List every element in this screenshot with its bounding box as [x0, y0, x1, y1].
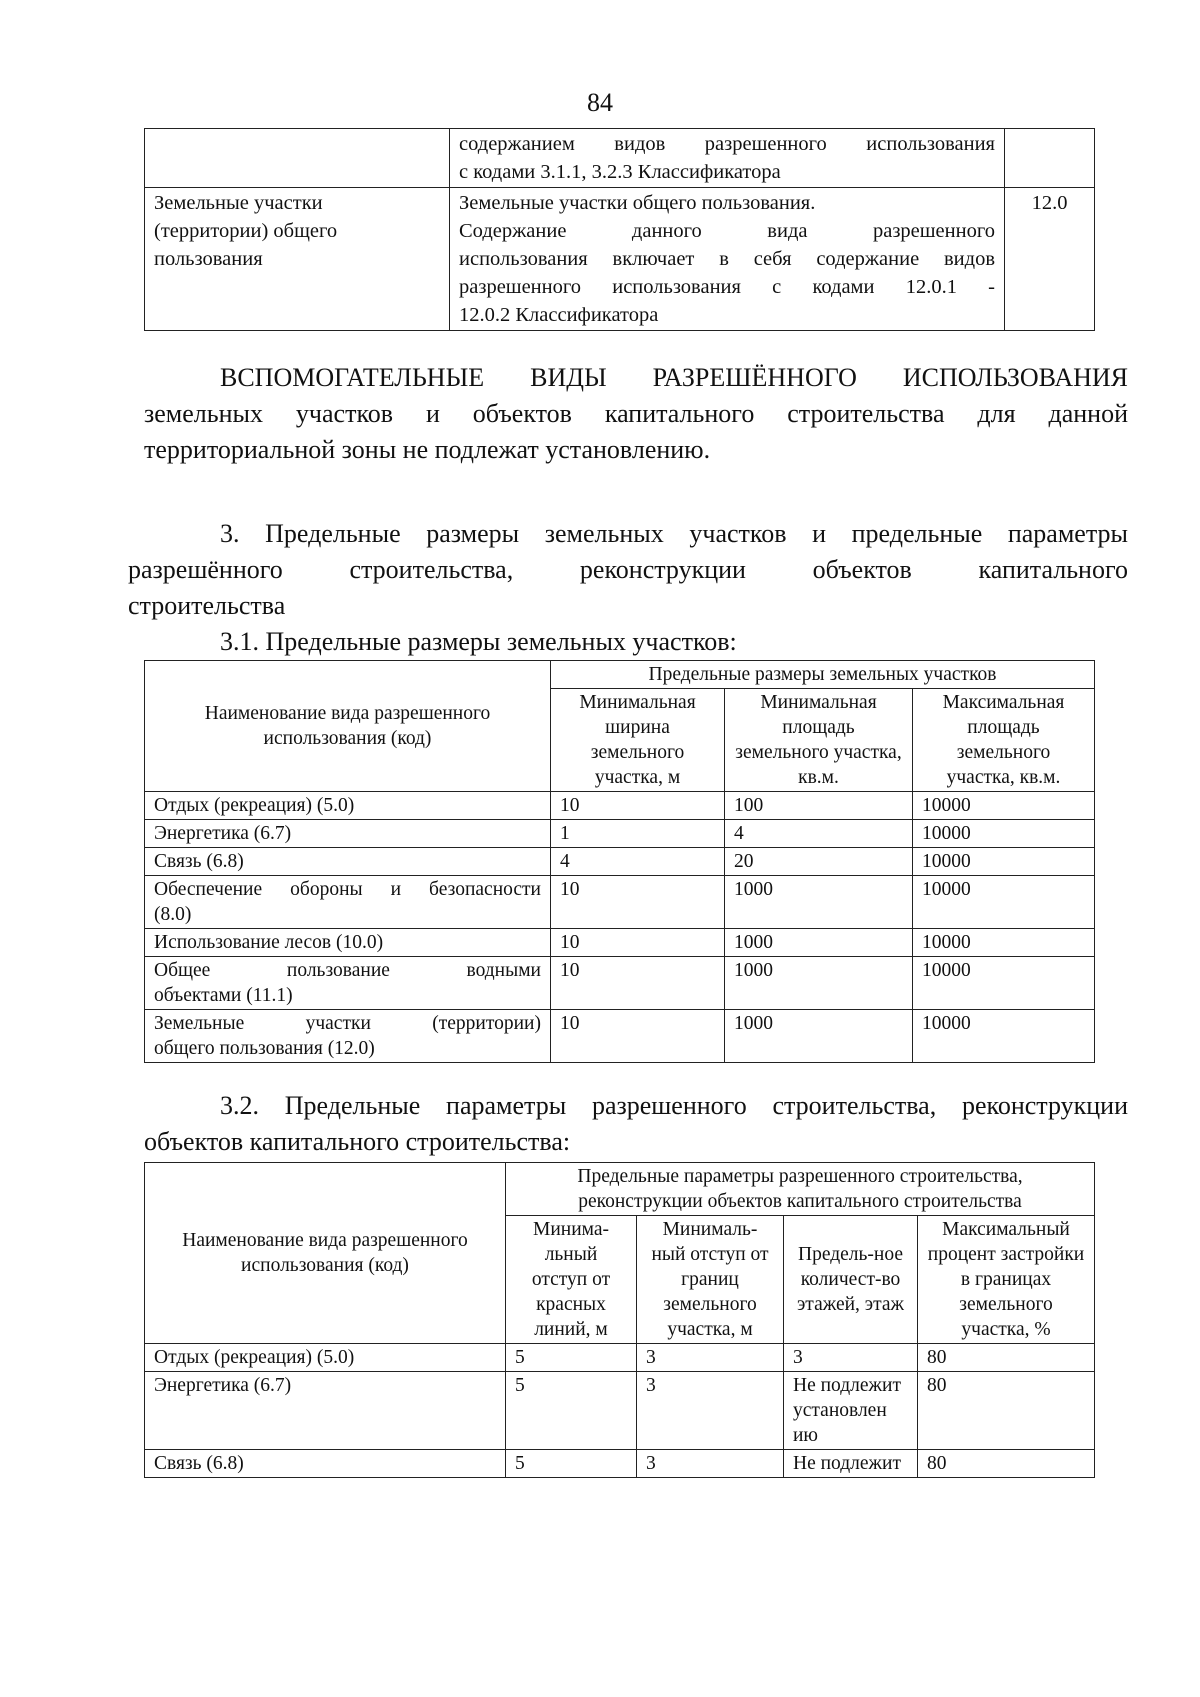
use-code-cell: [1005, 129, 1095, 188]
use-name-cell: Энергетика (6.7): [145, 820, 551, 848]
subsection-3-2-title: 3.2. Предельные параметры разрешенного строительства, реконструкции: [220, 1091, 1128, 1120]
value-cell: 20: [725, 848, 913, 876]
value-cell: 10000: [913, 820, 1095, 848]
value-cell: 4: [551, 848, 725, 876]
table-header-row: [145, 1163, 1095, 1216]
value-cell: 10000: [913, 876, 1095, 929]
subsection-3-2-title-cont: объектов капитального строительства:: [144, 1127, 571, 1156]
value-cell: 10: [551, 876, 725, 929]
value-cell: 10: [551, 792, 725, 820]
value-cell: 3: [784, 1344, 918, 1372]
table-row: [145, 1372, 1095, 1450]
value-cell: 80: [918, 1450, 1095, 1478]
table-row: [145, 929, 1095, 957]
use-name-cell: Использование лесов (10.0): [145, 929, 551, 957]
table-row: [145, 820, 1095, 848]
use-name-header: Наименование вида разрешенного использования (код): [145, 661, 551, 792]
value-cell: 1: [551, 820, 725, 848]
table-header-row: [145, 661, 1095, 689]
value-cell: 1000: [725, 1010, 913, 1063]
max-coverage-header: Максимальный процент застройки в границах земельного участка, %: [918, 1216, 1095, 1344]
use-name-cell: Энергетика (6.7): [145, 1372, 506, 1450]
subsection-3-1-title: 3.1. Предельные размеры земельных участков:: [220, 627, 737, 656]
plot-size-limits-table: [144, 660, 1095, 1063]
use-name-cell: Земельные участки (территории) общего пользования (12.0): [145, 1010, 551, 1063]
value-cell: 3: [637, 1372, 784, 1450]
value-cell: 3: [637, 1344, 784, 1372]
value-cell: 5: [506, 1450, 637, 1478]
use-name-cell: Отдых (рекреация) (5.0): [145, 1344, 506, 1372]
section-3-heading-cont: разрешённого строительства, реконструкции объектов капитального строительства: [128, 555, 1128, 620]
table-row: [145, 792, 1095, 820]
auxiliary-text: земельных участков и объектов капитального строительства для данной территориальной зоны не подлежат установлению.: [144, 399, 1128, 464]
value-cell: 10: [551, 957, 725, 1010]
value-cell: 10000: [913, 792, 1095, 820]
page-number: 84: [587, 88, 613, 117]
section-3-heading: 3. Предельные размеры земельных участков и предельные параметры: [220, 519, 1128, 548]
min-red-line-setback-header: Минима-льный отступ от красных линий, м: [506, 1216, 637, 1344]
min-width-header: Минимальная ширина земельного участка, м: [551, 689, 725, 792]
use-description-cell: Земельные участки общего пользования. Содержание данного вида разрешенного использования включает в себя содержание видов разрешенного использования с кодами 12.0.1 - 12.0.2 Классификатора: [450, 188, 1005, 331]
use-code-cell: 12.0: [1005, 188, 1095, 331]
value-cell: 5: [506, 1344, 637, 1372]
value-cell: 1000: [725, 876, 913, 929]
min-area-header: Минимальная площадь земельного участка, кв.м.: [725, 689, 913, 792]
value-cell: 10000: [913, 848, 1095, 876]
table-row: [145, 1450, 1095, 1478]
use-name-cell: Отдых (рекреация) (5.0): [145, 792, 551, 820]
value-cell: 4: [725, 820, 913, 848]
table-row: [145, 129, 1095, 188]
table-row: [145, 1344, 1095, 1372]
table-row: [145, 876, 1095, 929]
value-cell: 80: [918, 1344, 1095, 1372]
use-name-cell: Связь (6.8): [145, 1450, 506, 1478]
value-cell: Не подлежит установлен ию: [784, 1372, 918, 1450]
use-name-cell: [145, 129, 450, 188]
value-cell: 10000: [913, 1010, 1095, 1063]
value-cell: 80: [918, 1372, 1095, 1450]
value-cell: 5: [506, 1372, 637, 1450]
use-name-cell: Общее пользование водными объектами (11.1): [145, 957, 551, 1010]
value-cell: 100: [725, 792, 913, 820]
use-name-cell: Связь (6.8): [145, 848, 551, 876]
value-cell: 3: [637, 1450, 784, 1478]
value-cell: 10: [551, 929, 725, 957]
max-floors-header: Предель-ное количест-во этажей, этаж: [784, 1216, 918, 1344]
max-area-header: Максимальная площадь земельного участка, кв.м.: [913, 689, 1095, 792]
table-row: [145, 957, 1095, 1010]
value-cell: 10: [551, 1010, 725, 1063]
value-cell: 1000: [725, 929, 913, 957]
table-row: [145, 188, 1095, 331]
auxiliary-heading: ВСПОМОГАТЕЛЬНЫЕ ВИДЫ РАЗРЕШЁННОГО ИСПОЛЬЗОВАНИЯ: [220, 363, 1128, 392]
use-name-cell: Земельные участки (территории) общего пользования: [145, 188, 450, 331]
construction-limits-table: [144, 1162, 1095, 1478]
use-name-cell: Обеспечение обороны и безопасности (8.0): [145, 876, 551, 929]
value-cell: 1000: [725, 957, 913, 1010]
value-cell: 10000: [913, 957, 1095, 1010]
group-header: Предельные параметры разрешенного строительства, реконструкции объектов капитального строительства: [506, 1163, 1095, 1216]
table-row: [145, 1010, 1095, 1063]
use-description-cell: содержанием видов разрешенного использования с кодами 3.1.1, 3.2.3 Классификатора: [450, 129, 1005, 188]
value-cell: Не подлежит: [784, 1450, 918, 1478]
value-cell: 10000: [913, 929, 1095, 957]
group-header: Предельные размеры земельных участков: [551, 661, 1095, 689]
table-row: [145, 848, 1095, 876]
min-boundary-setback-header: Минималь-ный отступ от границ земельного участка, м: [637, 1216, 784, 1344]
main-uses-table: [144, 128, 1095, 331]
use-name-header: Наименование вида разрешенного использования (код): [145, 1163, 506, 1344]
